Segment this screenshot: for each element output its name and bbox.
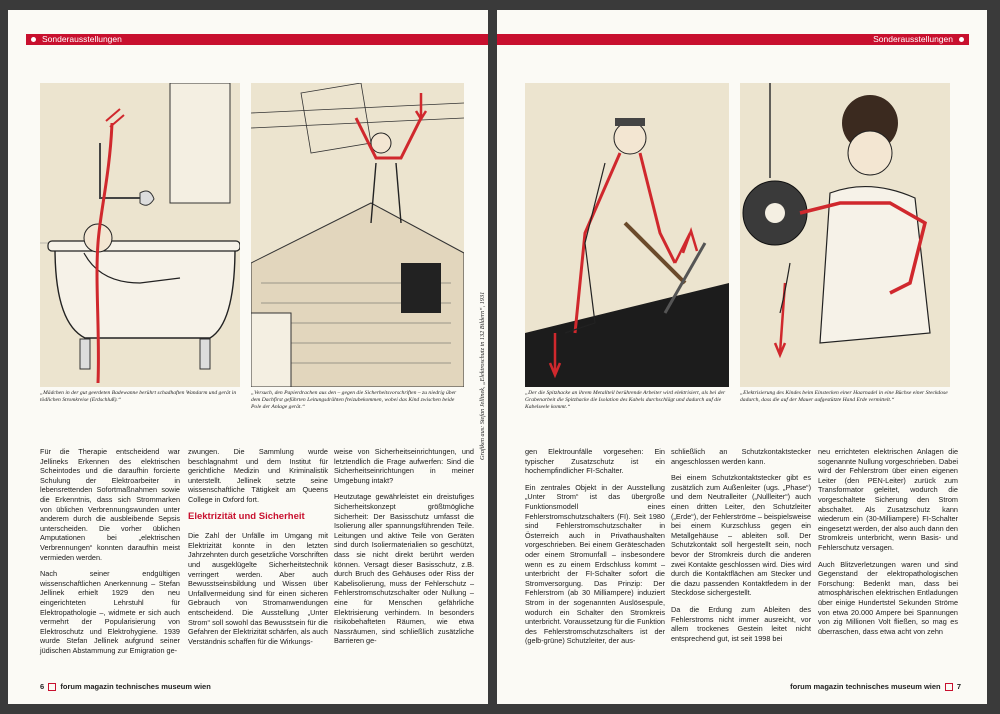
section-bar xyxy=(26,34,488,45)
text-column-2 xyxy=(188,447,328,653)
magazine-title: forum magazin technisches museum wien xyxy=(790,682,941,691)
text-column-1 xyxy=(40,447,180,662)
kite-roof-illustration xyxy=(251,83,464,387)
text-column-6 xyxy=(818,447,958,643)
paragraph: Nach seiner endgültigen wissenschaftlichen Anerkennung – Stefan Jellinek erhielt 1929 den neu eingerichteten Lehrstuhl für Elektropathologie –, widmete er sich auch vermehrt der Popularisierung von Elektroschutz und Elektrohygiene. 1939 wurde Stefan Jellinek aufgrund seiner jüdischen Abstammung zur Emigration ge- xyxy=(40,569,180,655)
hairpin-socket-illustration xyxy=(740,83,950,387)
section-heading: Elektrizität und Sicherheit xyxy=(188,510,305,522)
pickaxe-worker-illustration xyxy=(525,83,729,387)
paragraph: Auch Blitzverletzungen waren und sind Gegenstand der elektropathologischen Forschung: Bedenkt man, dass bei atmosphärischen elektrischen Entladungen über einige Hundertstel Sekunden Ströme von etwa 20.000 Ampere bei Spannungen von zig Millionen Volt fließen, so mag es überraschen, dass etwa acht von zehn xyxy=(818,559,958,636)
text-column-3 xyxy=(334,447,474,653)
paragraph: neu errichteten elektrischen Anlagen die sogenannte Nullung vorgeschrieben. Dabei wird der Fehlerstrom über einen eigenen Leiter (den PEN-Leiter) zurück zum Transformator geleitet, wodurch die vorgeschaltete Sicherung den Strom abschaltet. Als Zusatzschutz kann wiederum ein (30-Milliampere) FI-Schalter eingesetzt werden, der also auch dann den Stromkreis unterbricht, wenn Basis- und Fehlerschutz versagen. xyxy=(818,447,958,552)
paragraph: Für die Therapie entscheidend war Jellineks Erkennen des elektrischen Scheintodes und die daraufhin forcierte Schulung der Elektroarbeiter in lebensrettenden Sofortmaßnahmen sowie die Erkenntnis, dass sich Strommarken von üblichen Verbrennungswunden unter anderem durch die ausbleibende Sepsis unterscheiden. Die vorher üblichen Amputationen bei „elektrischen Verbrennungen“ konnten daraufhin meist vermieden werden. xyxy=(40,447,180,562)
caption-kite: „Versuch, den Papierdrachen aus den – gegen die Sicherheitsvorschriften – zu niedrig über dem Dachfirst geführten Leitungsdrähten freizubekommen, wobei das Kind zwischen beide Pole der Anlage gerät.“ xyxy=(251,390,457,410)
right-page xyxy=(497,10,987,704)
image-credit: Grafiken aus: Stefan Jellinek, „Elektroschutz in 132 Bildern“, 1931 xyxy=(479,291,486,460)
page-number: 6 xyxy=(40,682,45,691)
footer-right xyxy=(790,682,961,691)
text-column-5 xyxy=(671,447,811,650)
paragraph: zwungen. Die Sammlung wurde beschlagnahmt und dem Institut für gerichtliche Medizin und Kriminalistik unterstellt. Jellinek setzte seine wissenschaftliche Tätigkeit am Queens College in Oxford fort. xyxy=(188,447,328,504)
left-page xyxy=(8,10,488,704)
paragraph: Ein zentrales Objekt in der Ausstellung „Unter Strom“ ist das übergroße Funktionsmodell eines Fehlerstromschutzschalters (FI). Seit 1980 sind Fehlerstromschutzschalter in Österreich auch in Privathaushalten vorgeschrieben. Bei einem Geräteschaden oder einem Stromunfall – insbesondere wenn es zu einem Erdschluss kommt – unterbricht der FI-Schalter sofort die Stromversorgung. Das Prinzip: Der Fehlerstrom (ab 30 Milliampere) induziert Strom in der sogenannten Auslösespule, wodurch ein Schalter den Stromkreis unterbricht. Voraussetzung für die Funktion des Fehlerstromschutzschalters ist der (gelb-grüne) Schutzleiter, der aus- xyxy=(525,482,665,646)
paragraph: weise von Sicherheitseinrichtungen, und letztendlich die Frage aufwerfen: Sind die Sicherheitseinrichtungen in meiner Umgebung intakt? xyxy=(334,447,474,485)
square-icon xyxy=(945,683,953,691)
section-title: Sonderausstellungen xyxy=(873,34,953,44)
section-title: Sonderausstellungen xyxy=(42,34,122,44)
bathtub-illustration xyxy=(40,83,240,387)
page-number: 7 xyxy=(956,682,961,691)
caption-bathtub: „Mädchen in der gut geerdeten Badewanne berührt schadhaften Wandarm und gerät in tödlichen Stromkreise (Erdschluß).“ xyxy=(40,390,237,403)
caption-hairpin: „Elektrisierung des Kindes beim Einstecken einer Haarnadel in eine Büchse einer Steckdose dadurch, dass die auf der Mauer aufgestützte Hand Erde vermittelt.“ xyxy=(740,390,948,403)
section-dot-icon xyxy=(959,37,964,42)
magazine-title: forum magazin technisches museum wien xyxy=(60,682,211,691)
paragraph: Da die Erdung zum Ableiten des Fehlerstroms nicht immer ausreicht, vor allem trockenes Gestein leitet nicht entsprechend gut, ist seit 1998 bei xyxy=(671,604,811,643)
text-column-4 xyxy=(525,447,665,653)
paragraph: Heutzutage gewährleistet ein dreistufiges Sicherheitskonzept größtmögliche Sicherheit: Der Basisschutz umfasst die Isolierung aller spannungsführenden Teile. Leitungen und aktive Teile von Geräten sind durch Isoliermaterialien so geschützt, dass sie nicht direkt berührt werden können. Versagt dieser Basisschutz, z.B. durch Bruch des Gehäuses oder Riss der Kabelisolierung, muss der Fehlerschutz – Fehlerstromschutzschalter oder Nullung – eine für Menschen gefährliche Elektrisierung verhindern. In besonders risikobehafteten Räumen, wie etwa Nassräumen, sind schließlich zusätzliche Barrieren ge- xyxy=(334,492,474,646)
section-bar xyxy=(497,34,969,45)
paragraph: schließlich an Schutzkontaktstecker angeschlossen werden kann. xyxy=(671,447,811,466)
square-icon xyxy=(48,683,56,691)
paragraph: Die Zahl der Unfälle im Umgang mit Elektrizität konnte in den letzten Jahrzehnten durch gesetzliche Vorschriften und ausgeklügelte Sicherheitstechnik verringert werden. Aber auch Bewusstseinsbildung und Wissen über Unfallvermeidung sind für einen sicheren Gebrauch von Stromanwendungen entscheidend. Die Ausstellung „Unter Strom“ soll sowohl das Bewusstsein für die Gefahren der Elektrizität schärfen, als auch Verständnis schaffen für die Wirkungs- xyxy=(188,531,328,646)
caption-pickaxe: „Der die Spitzhacke an ihrem Metallteil berührende Arbeiter wird elektrisiert, als bei der Grabenarbeit die Spitzhacke die Isolation des Kabels durchschlägt und dadurch auf die Kabelseele kommt.“ xyxy=(525,390,726,410)
paragraph: gen Elektrounfälle vorgesehen: Ein typischer Zusatzschutz ist ein hochempfindlicher FI-Schalter. xyxy=(525,447,665,476)
footer-left xyxy=(40,682,211,691)
section-dot-icon xyxy=(31,37,36,42)
paragraph: Bei einem Schutzkontaktstecker gibt es zusätzlich zum Außenleiter (ugs. „Phase“) und dem Neutralleiter („Nullleiter“) auch einen dritten Leiter, den Schutzleiter („Erde“), der Fehlerströme – beispielsweise bei einem Kurzschluss gegen ein Metallgehäuse – ableiten soll. Der Schutzkontakt soll hergestellt sein, noch bevor der Stromkreis durch die anderen zwei Kontakte geschlossen wird. Dies wird durch die Kontaktflächen am Stecker und die dazu passenden Kontaktfedern in der Steckdose sichergestellt. xyxy=(671,473,811,598)
